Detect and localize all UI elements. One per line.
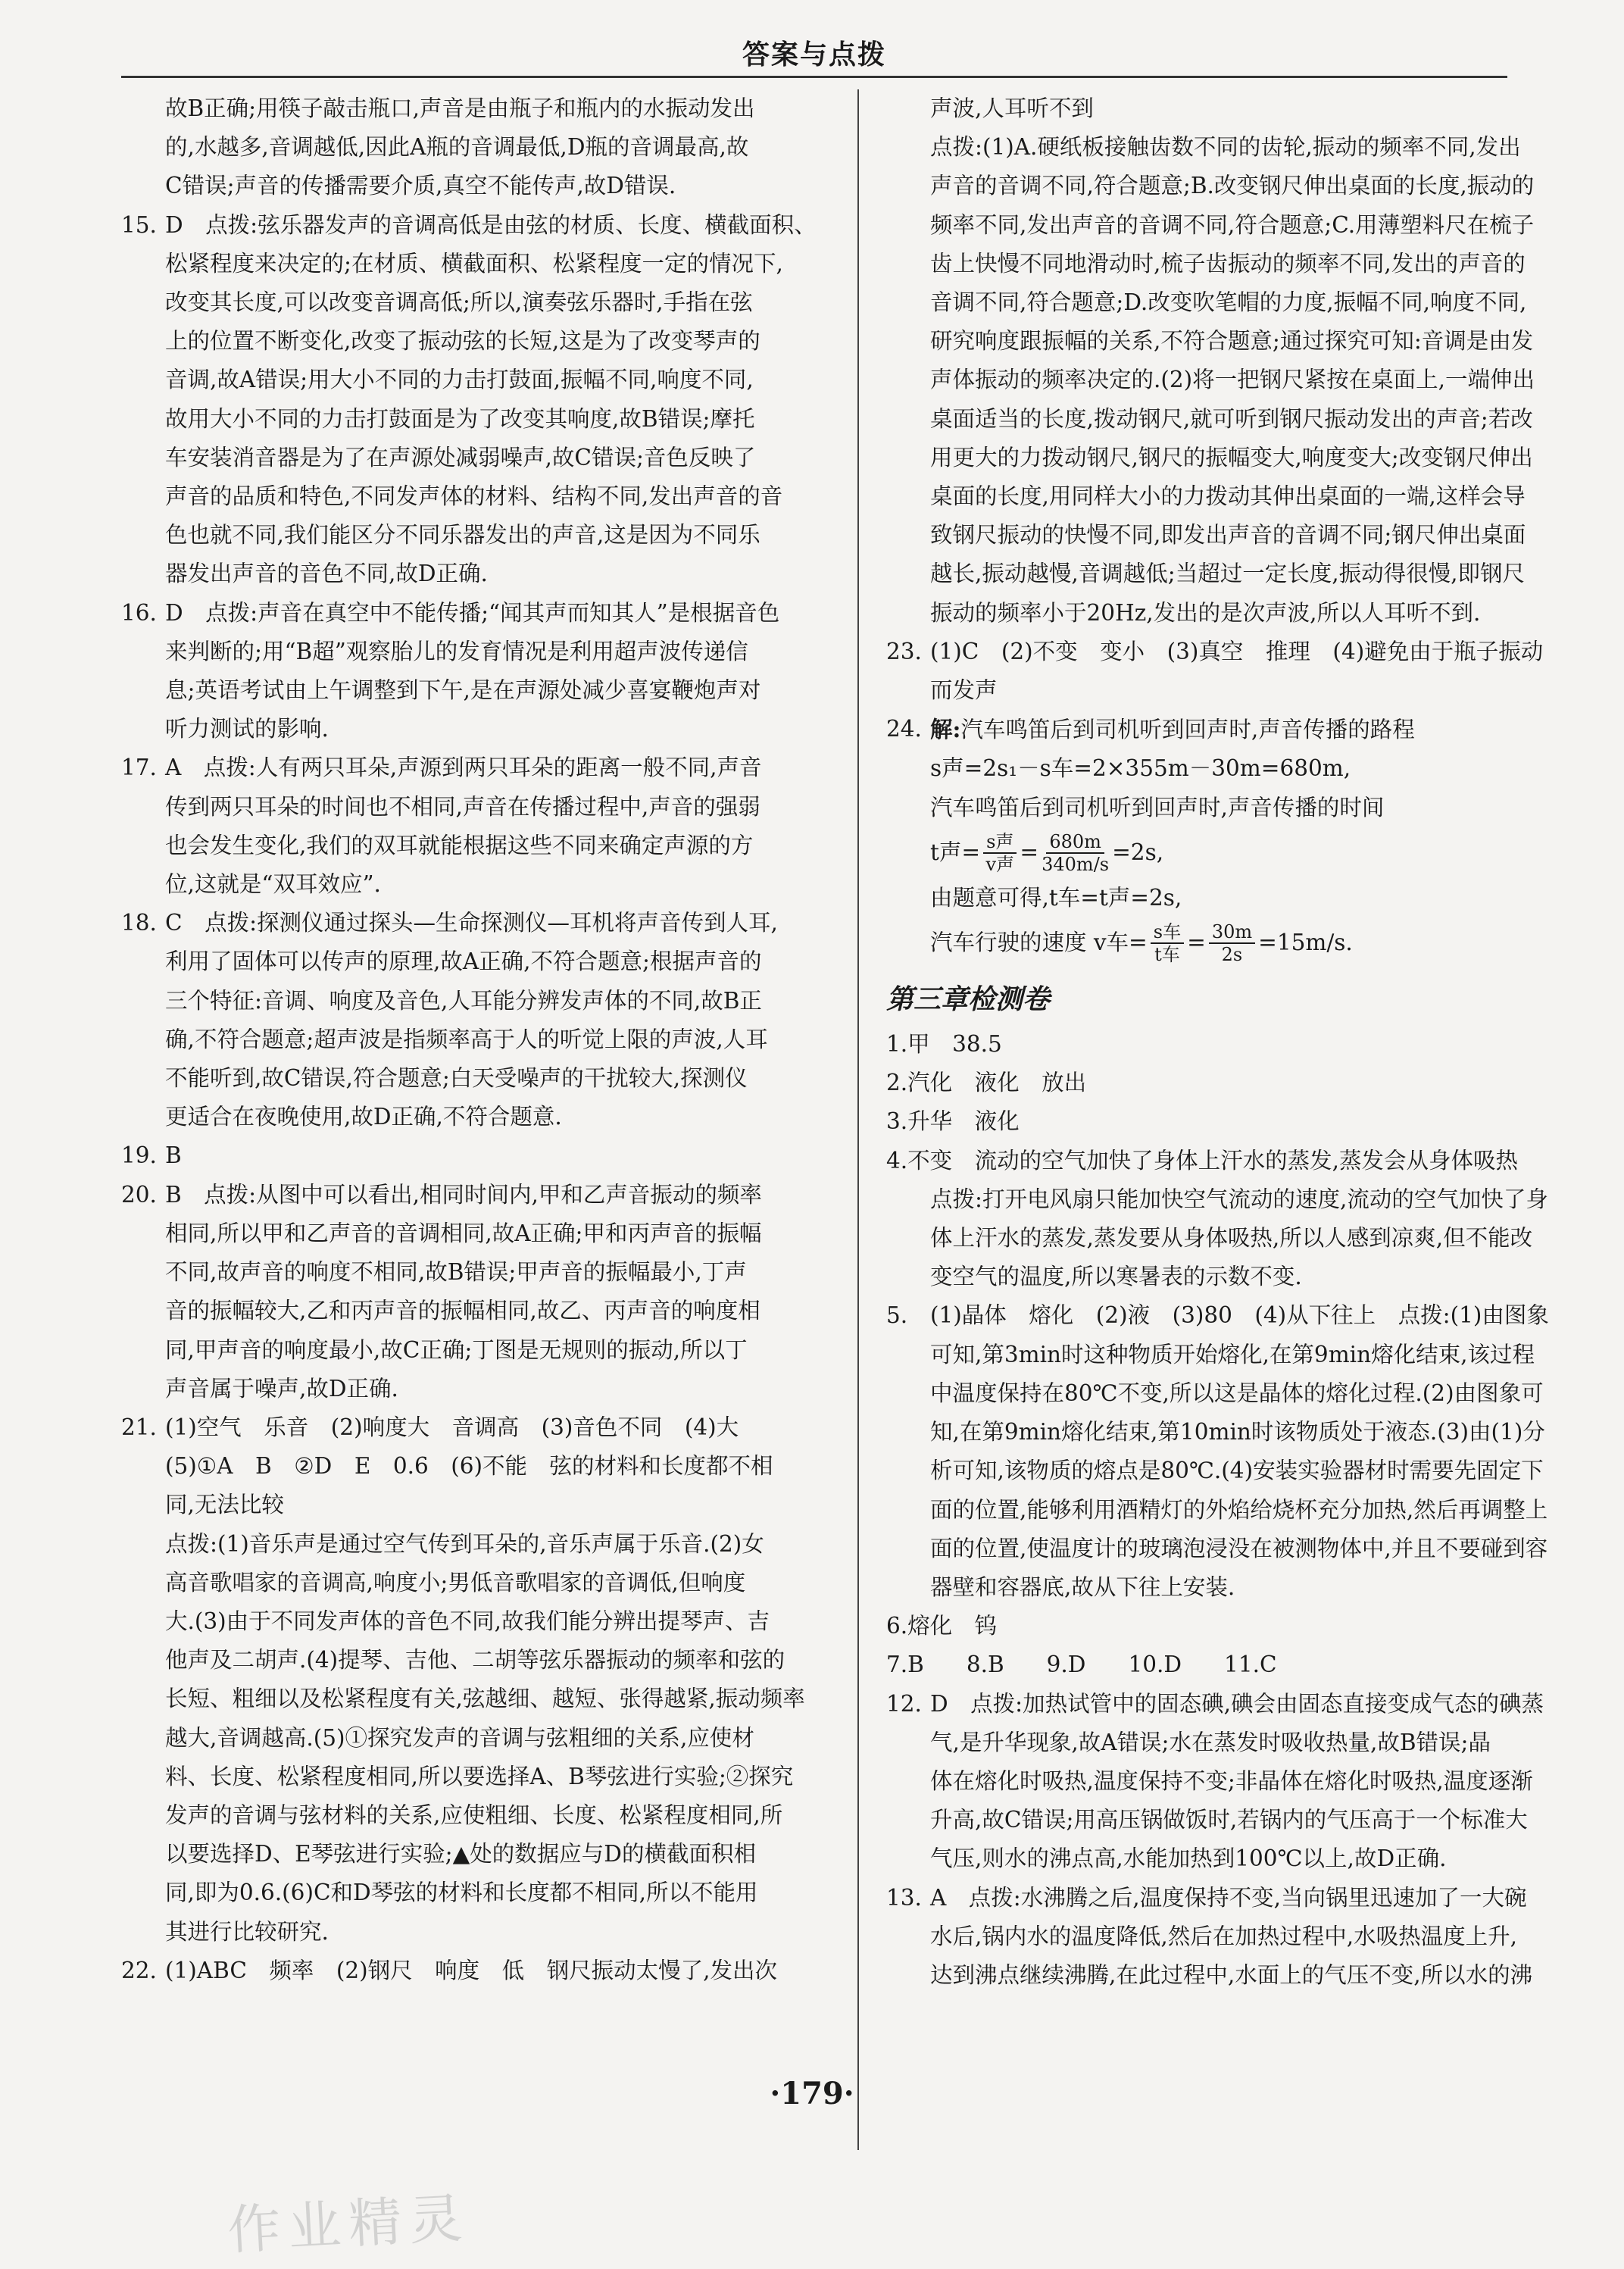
text-line: 声音的品质和特色,不同发声体的材料、结构不同,发出声音的音	[165, 483, 783, 510]
question-number: 16.	[121, 599, 157, 626]
header-rule	[121, 76, 1507, 78]
denominator: 340m/s	[1042, 853, 1110, 875]
note-line: 用更大的力拨动钢尺,钢尺的振幅变大,响度变大;改变钢尺伸出	[930, 444, 1533, 470]
note-line: 桌面的长度,用同样大小的力拨动其伸出桌面的一端,这样会导	[930, 483, 1526, 510]
text-line: 达到沸点继续沸腾,在此过程中,水面上的气压不变,所以水的沸	[930, 1961, 1533, 1988]
column-divider	[857, 89, 859, 2150]
numerator: s声	[983, 831, 1017, 854]
note-line: 料、长度、松紧程度相同,所以要选择A、B琴弦进行实验;②探究	[165, 1763, 794, 1789]
answer-23	[886, 633, 1583, 710]
text-line: 位,这就是“双耳效应”.	[165, 871, 381, 898]
answer-22	[121, 1952, 818, 1990]
question-number: 22.	[121, 1957, 157, 1983]
note-line: 点拨:(1)音乐声是通过空气传到耳朵的,音乐声属于乐音.(2)女	[165, 1530, 764, 1557]
text-line: 松紧程度来决定的;在材质、横截面积、松紧程度一定的情况下,	[165, 250, 783, 277]
text-line: (1)ABC 频率 (2)钢尺 响度 低 钢尺振动太慢了,发出次	[165, 1957, 778, 1983]
text-line: 更适合在夜晚使用,故D正确,不符合题意.	[165, 1104, 562, 1130]
text-line: 的,水越多,音调越低,因此A瓶的音调最低,D瓶的音调最高,故	[165, 134, 749, 161]
numerator: 680m	[1046, 831, 1104, 854]
note-line: 以要选择D、E琴弦进行实验;▲处的数据应与D的横截面积相	[165, 1841, 756, 1867]
text-line: 息;英语考试由上午调整到下午,是在声源处减少喜宴鞭炮声对	[165, 677, 761, 704]
formula-time	[930, 827, 1583, 879]
note-line: 点拨:打开电风扇只能加快空气流动的速度,流动的空气加快了身	[930, 1186, 1548, 1212]
answer-17	[121, 749, 818, 904]
note-line: 点拨:(1)A.硬纸板接触齿数不同的齿轮,振动的频率不同,发出	[930, 134, 1521, 161]
text-line: D 点拨:弦乐器发声的音调高低是由弦的材质、长度、横截面积、	[165, 211, 817, 238]
note-line: 变空气的温度,所以寒暑表的示数不变.	[930, 1264, 1302, 1290]
note-line: 研究响度跟振幅的关系,不符合题意;通过探究可知:音调是由发	[930, 328, 1534, 355]
page-number: ·179·	[770, 2076, 854, 2111]
text-line: 故用大小不同的力击打鼓面是为了改变其响度,故B错误;摩托	[165, 405, 755, 432]
text-line: 而发声	[930, 677, 998, 704]
answer-21	[121, 1408, 818, 1952]
answer-22-continued	[886, 89, 1583, 633]
answer-c6: 6.熔化 钨	[886, 1613, 998, 1639]
answer-c8: 8.B	[966, 1652, 1004, 1678]
text-span: 汽车鸣笛后到司机听到回声时,声音传播的路程	[960, 717, 1415, 743]
question-number: 13.	[886, 1884, 922, 1911]
text-line: 析可知,该物质的熔点是80℃.(4)安装实验器材时需要先固定下	[930, 1458, 1544, 1484]
text-line	[930, 710, 1583, 749]
note-line: 越长,振动越慢,音调越低;当超过一定长度,振动得很慢,即钢尺	[930, 561, 1525, 587]
equals-sign: =	[1020, 839, 1039, 866]
question-number: 12.	[886, 1690, 922, 1717]
formula-rhs: =15m/s.	[1258, 930, 1353, 956]
text-line: 中温度保持在80℃不变,所以这是晶体的熔化过程.(2)由图象可	[930, 1380, 1544, 1406]
numerator: 30m	[1209, 921, 1255, 944]
solution-label: 解:	[930, 716, 961, 743]
question-number: 24.	[886, 716, 922, 742]
answer-c4-note	[886, 1180, 1583, 1297]
text-line: B 点拨:从图中可以看出,相同时间内,甲和乙声音振动的频率	[165, 1181, 762, 1208]
text-line: 气,是升华现象,故A错误;水在蒸发时吸收热量,故B错误;晶	[930, 1729, 1491, 1755]
text-line: 体在熔化时吸热,温度保持不变;非晶体在熔化时吸热,温度逐渐	[930, 1767, 1533, 1794]
formula-rhs: =2s,	[1112, 839, 1164, 866]
answer-c3: 3.升华 液化	[886, 1108, 1020, 1135]
note-line: 声体振动的频率决定的.(2)将一把钢尺紧按在桌面上,一端伸出	[930, 367, 1535, 393]
formula-line: s声=2s₁－s车=2×355m－30m=680m,	[930, 755, 1351, 782]
note-line: 振动的频率小于20Hz,发出的是次声波,所以人耳听不到.	[930, 599, 1481, 626]
question-number: 18.	[121, 910, 157, 936]
note-line: 致钢尺振动的快慢不同,即发出声音的音调不同;钢尺伸出桌面	[930, 522, 1526, 548]
text-line: 知,在第9min熔化结束,第10min时该物质处于液态.(3)由(1)分	[930, 1419, 1545, 1445]
text-line: D 点拨:加热试管中的固态碘,碘会由固态直接变成气态的碘蒸	[930, 1690, 1544, 1717]
text-line: 可知,第3min时这种物质开始熔化,在第9min熔化结束,该过程	[930, 1341, 1535, 1367]
text-line: (1)C (2)不变 变小 (3)真空 推理 (4)避免由于瓶子振动	[930, 638, 1544, 664]
text-line: C错误;声音的传播需要介质,真空不能传声,故D错误.	[165, 173, 676, 199]
fraction	[1151, 921, 1184, 965]
note-line: 桌面适当的长度,拨动钢尺,就可听到钢尺振动发出的声音;若改	[930, 405, 1533, 432]
answer-c1: 1.甲 38.5	[886, 1031, 1002, 1058]
answer-c11: 11.C	[1224, 1652, 1277, 1678]
text-line: 来判断的;用“B超”观察胎儿的发育情况是利用超声波传递信	[165, 638, 748, 664]
text-line: 车安装消音器是为了在声源处减弱噪声,故C错误;音色反映了	[165, 444, 756, 470]
note-line: 体上汗水的蒸发,蒸发要从身体吸热,所以人感到凉爽,但不能改	[930, 1225, 1533, 1252]
answer-16	[121, 594, 818, 749]
question-number: 23.	[886, 638, 922, 664]
note-line: 其进行比较研究.	[165, 1918, 329, 1945]
watermark: 作业精灵	[226, 2186, 472, 2262]
text-line: 同,甲声音的响度最小,故C正确;丁图是无规则的振动,所以丁	[165, 1336, 748, 1363]
text-line: 音调,故A错误;用大小不同的力击打鼓面,振幅不同,响度不同,	[165, 367, 754, 393]
answer-c9: 9.D	[1046, 1652, 1086, 1678]
answer-c5	[886, 1296, 1583, 1607]
question-number: 19.	[121, 1142, 157, 1169]
text-line: 也会发生变化,我们的双耳就能根据这些不同来确定声源的方	[165, 832, 754, 858]
fraction	[1209, 921, 1255, 965]
answer-c10: 10.D	[1128, 1652, 1182, 1678]
text-line: 由题意可得,t车=t声=2s,	[930, 884, 1182, 911]
text-line: 汽车鸣笛后到司机听到回声时,声音传播的时间	[930, 794, 1385, 820]
q14-continuation	[121, 89, 818, 206]
text-line: 器壁和容器底,故从下往上安装.	[930, 1574, 1235, 1600]
text-line: 不同,故声音的响度不相同,故B错误;甲声音的振幅最小,丁声	[165, 1259, 747, 1286]
numerator: s车	[1151, 921, 1184, 944]
text-line: A 点拨:人有两只耳朵,声源到两只耳朵的距离一般不同,声音	[165, 755, 762, 781]
text-line: 改变其长度,可以改变音调高低;所以,演奏弦乐器时,手指在弦	[165, 289, 753, 316]
text-line: 气压,则水的沸点高,水能加热到100℃以上,故D正确.	[930, 1846, 1447, 1872]
answer-18	[121, 904, 818, 1136]
note-line: 越大,音调越高.(5)①探究发声的音调与弦粗细的关系,应使材	[165, 1724, 754, 1751]
text-line: (5)①A B ②D E 0.6 (6)不能 弦的材料和长度都不相	[165, 1453, 773, 1480]
text-line: 不能听到,故C错误,符合题意;白天受噪声的干扰较大,探测仪	[165, 1065, 748, 1092]
note-line: 同,即为0.6.(6)C和D琴弦的材料和长度都不相同,所以不能用	[165, 1880, 758, 1906]
note-line: 大.(3)由于不同发声体的音色不同,故我们能分辨出提琴声、吉	[165, 1608, 770, 1634]
text-line: 音的振幅较大,乙和丙声音的振幅相同,故乙、丙声音的响度相	[165, 1298, 760, 1324]
text-line: 利用了固体可以传声的原理,故A正确,不符合题意;根据声音的	[165, 949, 762, 975]
answer-19	[121, 1136, 818, 1175]
text-line: 声波,人耳听不到	[930, 95, 1094, 121]
question-number: 15.	[121, 211, 157, 238]
text-line: 同,无法比较	[165, 1492, 284, 1518]
note-line: 音调不同,符合题意;D.改变吹笔帽的力度,振幅不同,响度不同,	[930, 289, 1527, 316]
answer-c7: 7.B	[886, 1652, 924, 1678]
denominator: v声	[985, 853, 1015, 875]
answer-15	[121, 206, 818, 594]
answer-c2: 2.汽化 液化 放出	[886, 1070, 1087, 1096]
text-line: 声音属于噪声,故D正确.	[165, 1375, 398, 1402]
page-header-title: 答案与点拨	[742, 39, 886, 70]
formula-lhs: 汽车行驶的速度 v车=	[930, 930, 1148, 956]
right-column	[886, 89, 1583, 1995]
fraction	[983, 831, 1017, 875]
formula-speed	[930, 917, 1583, 969]
text-line: 上的位置不断变化,改变了振动弦的长短,这是为了改变琴声的	[165, 328, 760, 355]
equals-sign: =	[1187, 930, 1206, 956]
text-line: 三个特征:音调、响度及音色,人耳能分辨发声体的不同,故B正	[165, 987, 762, 1014]
answer-c13	[886, 1879, 1583, 1996]
denominator: 2s	[1221, 944, 1243, 966]
answer-c12	[886, 1685, 1583, 1879]
note-line: 长短、粗细以及松紧程度有关,弦越细、越短、张得越紧,振动频率	[165, 1686, 805, 1712]
text-line: (1)空气 乐音 (2)响度大 音调高 (3)音色不同 (4)大	[165, 1414, 739, 1440]
text-line: 故B正确;用筷子敲击瓶口,声音是由瓶子和瓶内的水振动发出	[165, 95, 755, 121]
fraction	[1042, 831, 1109, 875]
text-line: 水后,锅内水的温度降低,然后在加热过程中,水吸热温度上升,	[930, 1923, 1518, 1949]
text-line: 面的位置,使温度计的玻璃泡浸没在被测物体中,并且不要碰到容	[930, 1535, 1548, 1561]
text-line: 听力测试的影响.	[165, 716, 329, 742]
answer-20	[121, 1176, 818, 1408]
text-line: B	[165, 1142, 182, 1169]
section-title: 第三章检测卷	[886, 984, 1051, 1016]
text-line: 器发出声音的音色不同,故D正确.	[165, 561, 488, 587]
answer-c4: 4.不变 流动的空气加快了身体上汗水的蒸发,蒸发会从身体吸热	[886, 1147, 1519, 1174]
text-line: (1)晶体 熔化 (2)液 (3)80 (4)从下往上 点拨:(1)由图象	[930, 1302, 1549, 1329]
left-column	[121, 89, 818, 1990]
denominator: t车	[1154, 944, 1180, 966]
text-line: 相同,所以甲和乙声音的音调相同,故A正确;甲和丙声音的振幅	[165, 1220, 762, 1246]
note-line: 声音的音调不同,符合题意;B.改变钢尺伸出桌面的长度,振动的	[930, 173, 1535, 199]
note-line: 高音歌唱家的音调高,响度小;男低音歌唱家的音调低,但响度	[165, 1569, 746, 1595]
answer-24	[886, 710, 1583, 969]
note-line: 齿上快慢不同地滑动时,梳子齿振动的频率不同,发出的声音的	[930, 250, 1526, 277]
text-line: D 点拨:声音在真空中不能传播;“闻其声而知其人”是根据音色	[165, 599, 780, 626]
text-line: 传到两只耳朵的时间也不相同,声音在传播过程中,声音的强弱	[165, 793, 760, 820]
text-line: C 点拨:探测仪通过探头—生命探测仪—耳机将声音传到人耳,	[165, 910, 778, 936]
question-number: 21.	[121, 1414, 157, 1440]
text-line: 升高,故C错误;用高压锅做饭时,若锅内的气压高于一个标准大	[930, 1807, 1528, 1833]
text-line: 确,不符合题意;超声波是指频率高于人的听觉上限的声波,人耳	[165, 1026, 768, 1052]
answers-7-11	[886, 1645, 1583, 1684]
note-line: 发声的音调与弦材料的关系,应使粗细、长度、松紧程度相同,所	[165, 1802, 783, 1828]
question-number: 5.	[886, 1302, 908, 1329]
text-line: A 点拨:水沸腾之后,温度保持不变,当向锅里迅速加了一大碗	[930, 1884, 1527, 1911]
formula-lhs: t声=	[930, 839, 981, 866]
question-number: 17.	[121, 755, 157, 781]
text-line: 色也就不同,我们能区分不同乐器发出的声音,这是因为不同乐	[165, 522, 760, 548]
note-line: 他声及二胡声.(4)提琴、吉他、二胡等弦乐器振动的频率和弦的	[165, 1647, 785, 1674]
note-line: 频率不同,发出声音的音调不同,符合题意;C.用薄塑料尺在梳子	[930, 211, 1535, 238]
text-line: 面的位置,能够利用酒精灯的外焰给烧杯充分加热,然后再调整上	[930, 1496, 1548, 1523]
question-number: 20.	[121, 1181, 157, 1208]
